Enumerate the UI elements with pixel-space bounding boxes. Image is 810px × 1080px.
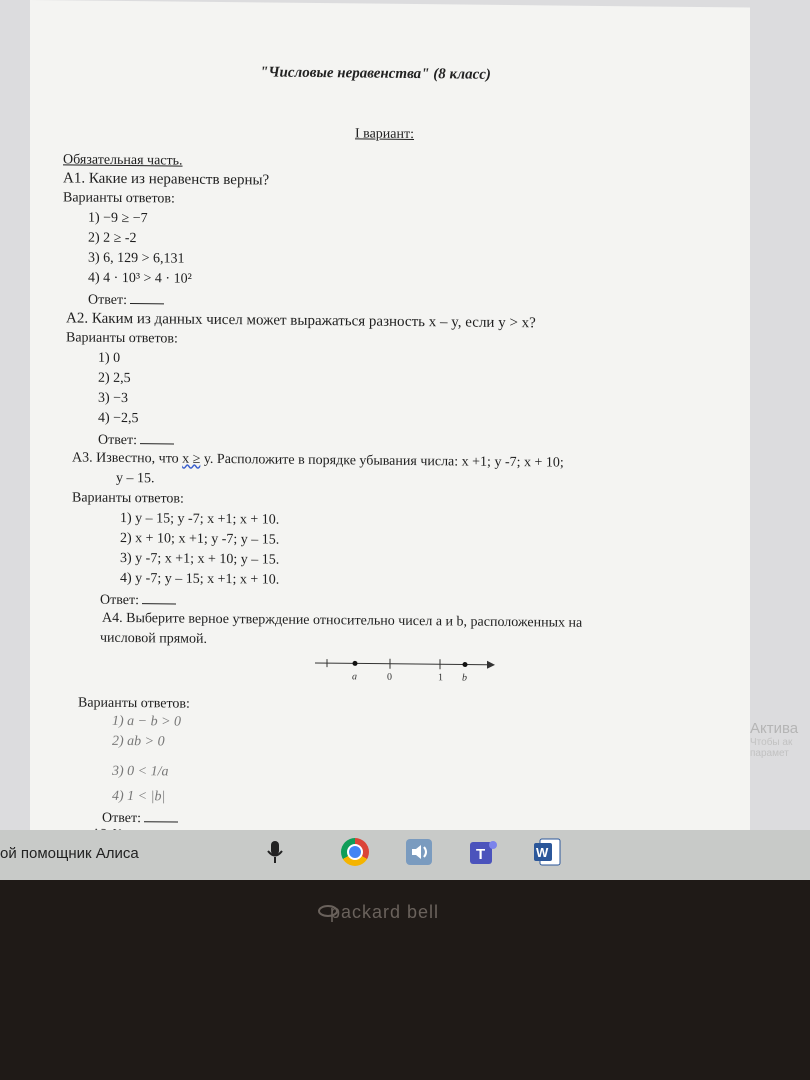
a3-options-label: Варианты ответов:: [72, 490, 184, 507]
a4-answer: [102, 809, 178, 828]
label-zero: 0: [387, 671, 392, 683]
chrome-icon[interactable]: [338, 835, 372, 869]
label-b: b: [462, 672, 467, 684]
point-a: [353, 661, 358, 666]
question-a4-line2: числовой прямой.: [100, 630, 208, 647]
number-line-svg: [315, 653, 495, 685]
a2-options-label: Варианты ответов:: [66, 330, 178, 347]
a3-question-var: x ≥: [182, 451, 201, 467]
question-a2: А2. Каким из данных чисел может выражаться разность x – y, если y > x?: [66, 310, 536, 332]
point-b: [463, 662, 468, 667]
number-line: [315, 653, 495, 685]
a3-question-end: y. Расположите в порядке убывания числа: x +1; y -7; x + 10;: [200, 451, 564, 471]
a1-option-3: 3) 6, 129 > 6,131: [88, 250, 185, 267]
a4-option-1: 1) a − b > 0: [112, 713, 182, 730]
a2-option-1: 1) 0: [98, 350, 121, 366]
watermark-line2: парамет: [750, 748, 789, 759]
word-icon[interactable]: [530, 835, 564, 869]
a3-answer-label: Ответ:: [100, 592, 139, 609]
a4-answer-blank[interactable]: [144, 809, 178, 822]
label-one: 1: [438, 672, 443, 684]
a1-options-label: Варианты ответов:: [63, 190, 175, 207]
assistant-search-box[interactable]: ой помощник Алиса: [0, 845, 139, 862]
a2-answer-blank[interactable]: [140, 431, 174, 444]
a3-question-start: А3. Известно, что: [72, 450, 183, 467]
a2-option-2: 2) 2,5: [98, 370, 131, 387]
section-heading: Обязательная часть.: [63, 152, 183, 169]
a3-answer: [100, 591, 176, 610]
watermark-title: Актива: [750, 720, 799, 737]
question-a3-cont: y – 15.: [116, 470, 155, 487]
a3-option-1: 1) y – 15; y -7; x +1; x + 10.: [120, 510, 280, 528]
document-page[interactable]: [30, 0, 750, 838]
a1-option-1: 1) −9 ≥ −7: [88, 210, 148, 227]
document-title: "Числовые неравенства" (8 класс): [260, 64, 491, 83]
a1-option-4: 4) 4 · 10³ > 4 · 10²: [88, 270, 192, 287]
a4-options-label: Варианты ответов:: [78, 695, 190, 712]
question-a3: [72, 450, 564, 471]
a1-answer: [88, 291, 164, 310]
a3-option-3: 3) y -7; x +1; x + 10; y – 15.: [120, 550, 280, 568]
svg-text:T: T: [476, 846, 486, 863]
question-a4-line1: А4. Выберите верное утверждение относительно чисел a и b, расположенных на: [102, 610, 583, 631]
a2-answer-label: Ответ:: [98, 432, 137, 449]
brand-name: packard bell: [330, 902, 440, 922]
a1-option-2: 2) 2 ≥ -2: [88, 230, 137, 247]
volume-icon[interactable]: [402, 835, 436, 869]
a4-option-3: 3) 0 < 1/a: [112, 763, 169, 780]
svg-text:W: W: [536, 845, 549, 860]
a2-option-4: 4) −2,5: [98, 410, 139, 427]
question-a1: А1. Какие из неравенств верны?: [63, 170, 270, 189]
number-line-arrow: [487, 661, 495, 669]
a3-answer-blank[interactable]: [142, 591, 176, 604]
microphone-icon[interactable]: [258, 835, 292, 869]
a4-answer-label: Ответ:: [102, 810, 141, 827]
activation-watermark: [750, 720, 810, 820]
a2-option-3: 3) −3: [98, 390, 129, 407]
a3-option-4: 4) y -7; y – 15; x +1; x + 10.: [120, 570, 280, 588]
a1-answer-blank[interactable]: [130, 291, 164, 304]
label-a: a: [352, 671, 357, 683]
a1-answer-label: Ответ:: [88, 292, 127, 309]
a4-option-4: 4) 1 < |b|: [112, 788, 166, 805]
variant-heading: I вариант:: [355, 126, 415, 143]
watermark-line1: Чтобы ак: [750, 737, 793, 748]
teams-icon[interactable]: [466, 835, 500, 869]
number-line-axis: [315, 663, 487, 665]
a2-answer: [98, 431, 174, 450]
a3-option-2: 2) x + 10; x +1; y -7; y – 15.: [120, 530, 280, 548]
a4-option-2: 2) ab > 0: [112, 733, 165, 750]
